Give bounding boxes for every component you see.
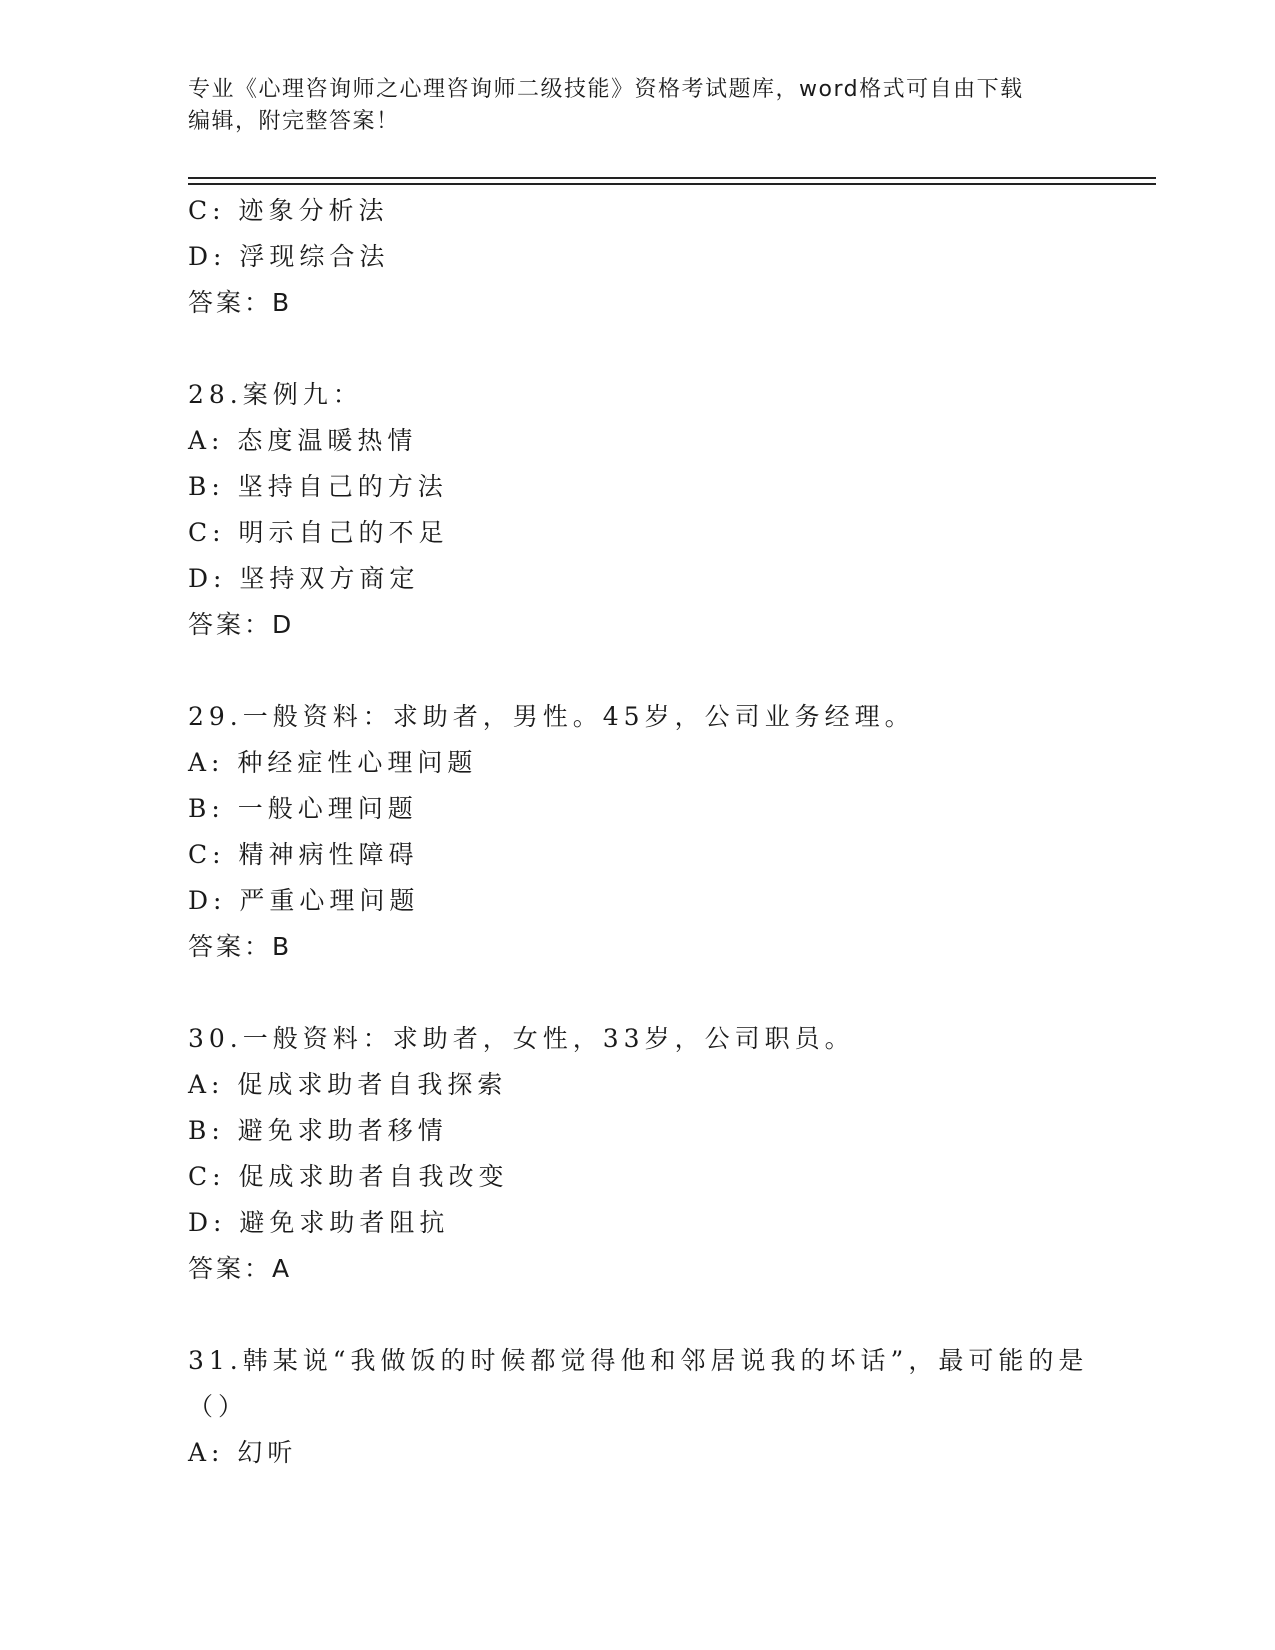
question-30-stem: 30.一般资料：求助者，女性，33岁，公司职员。 (188, 1024, 855, 1053)
question-30-option-a: A: 促成求助者自我探索 (188, 1070, 508, 1099)
question-28-option-b: B: 坚持自己的方法 (188, 472, 448, 501)
question-29-answer: 答案：B (188, 932, 293, 961)
header-line-1: 专业《心理咨询师之心理咨询师二级技能》资格考试题库，word格式可自由下载 (188, 77, 1024, 102)
question-31-stem-line-1: 31.韩某说“我做饭的时候都觉得他和邻居说我的坏话”，最可能的是 (188, 1346, 1089, 1375)
question-31-option-a: A: 幻听 (188, 1438, 298, 1467)
question-30-option-d: D: 避免求助者阻抗 (188, 1208, 450, 1237)
question-30-option-b: B: 避免求助者移情 (188, 1116, 448, 1145)
question-28-stem: 28.案例九： (188, 380, 363, 409)
question-list (188, 188, 1088, 1476)
question-31-stem-line-2: （） (188, 1392, 249, 1421)
question-28-answer: 答案：D (188, 610, 295, 639)
question-30-answer: 答案：A (188, 1254, 293, 1283)
question-29-option-c: C: 精神病性障碍 (188, 840, 419, 869)
header-divider-top (188, 177, 1156, 179)
question-27-option-d: D: 浮现综合法 (188, 242, 390, 271)
spacer (188, 970, 1088, 1016)
question-29-option-a: A: 种经症性心理问题 (188, 748, 478, 777)
question-28-option-d: D: 坚持双方商定 (188, 564, 420, 593)
header-line-2: 编辑，附完整答案！ (188, 109, 400, 134)
document-header (188, 74, 1088, 138)
question-30-option-c: C: 促成求助者自我改变 (188, 1162, 509, 1191)
spacer (188, 1292, 1088, 1338)
spacer (188, 326, 1088, 372)
question-27-answer: 答案：B (188, 288, 293, 317)
question-28-option-c: C: 明示自己的不足 (188, 518, 449, 547)
question-29-option-b: B: 一般心理问题 (188, 794, 418, 823)
header-divider-bottom (188, 183, 1156, 185)
question-29-stem: 29.一般资料：求助者，男性。45岁，公司业务经理。 (188, 702, 915, 731)
question-29-option-d: D: 严重心理问题 (188, 886, 420, 915)
question-27-option-c: C: 迹象分析法 (188, 196, 389, 225)
question-28-option-a: A: 态度温暖热情 (188, 426, 418, 455)
spacer (188, 648, 1088, 694)
